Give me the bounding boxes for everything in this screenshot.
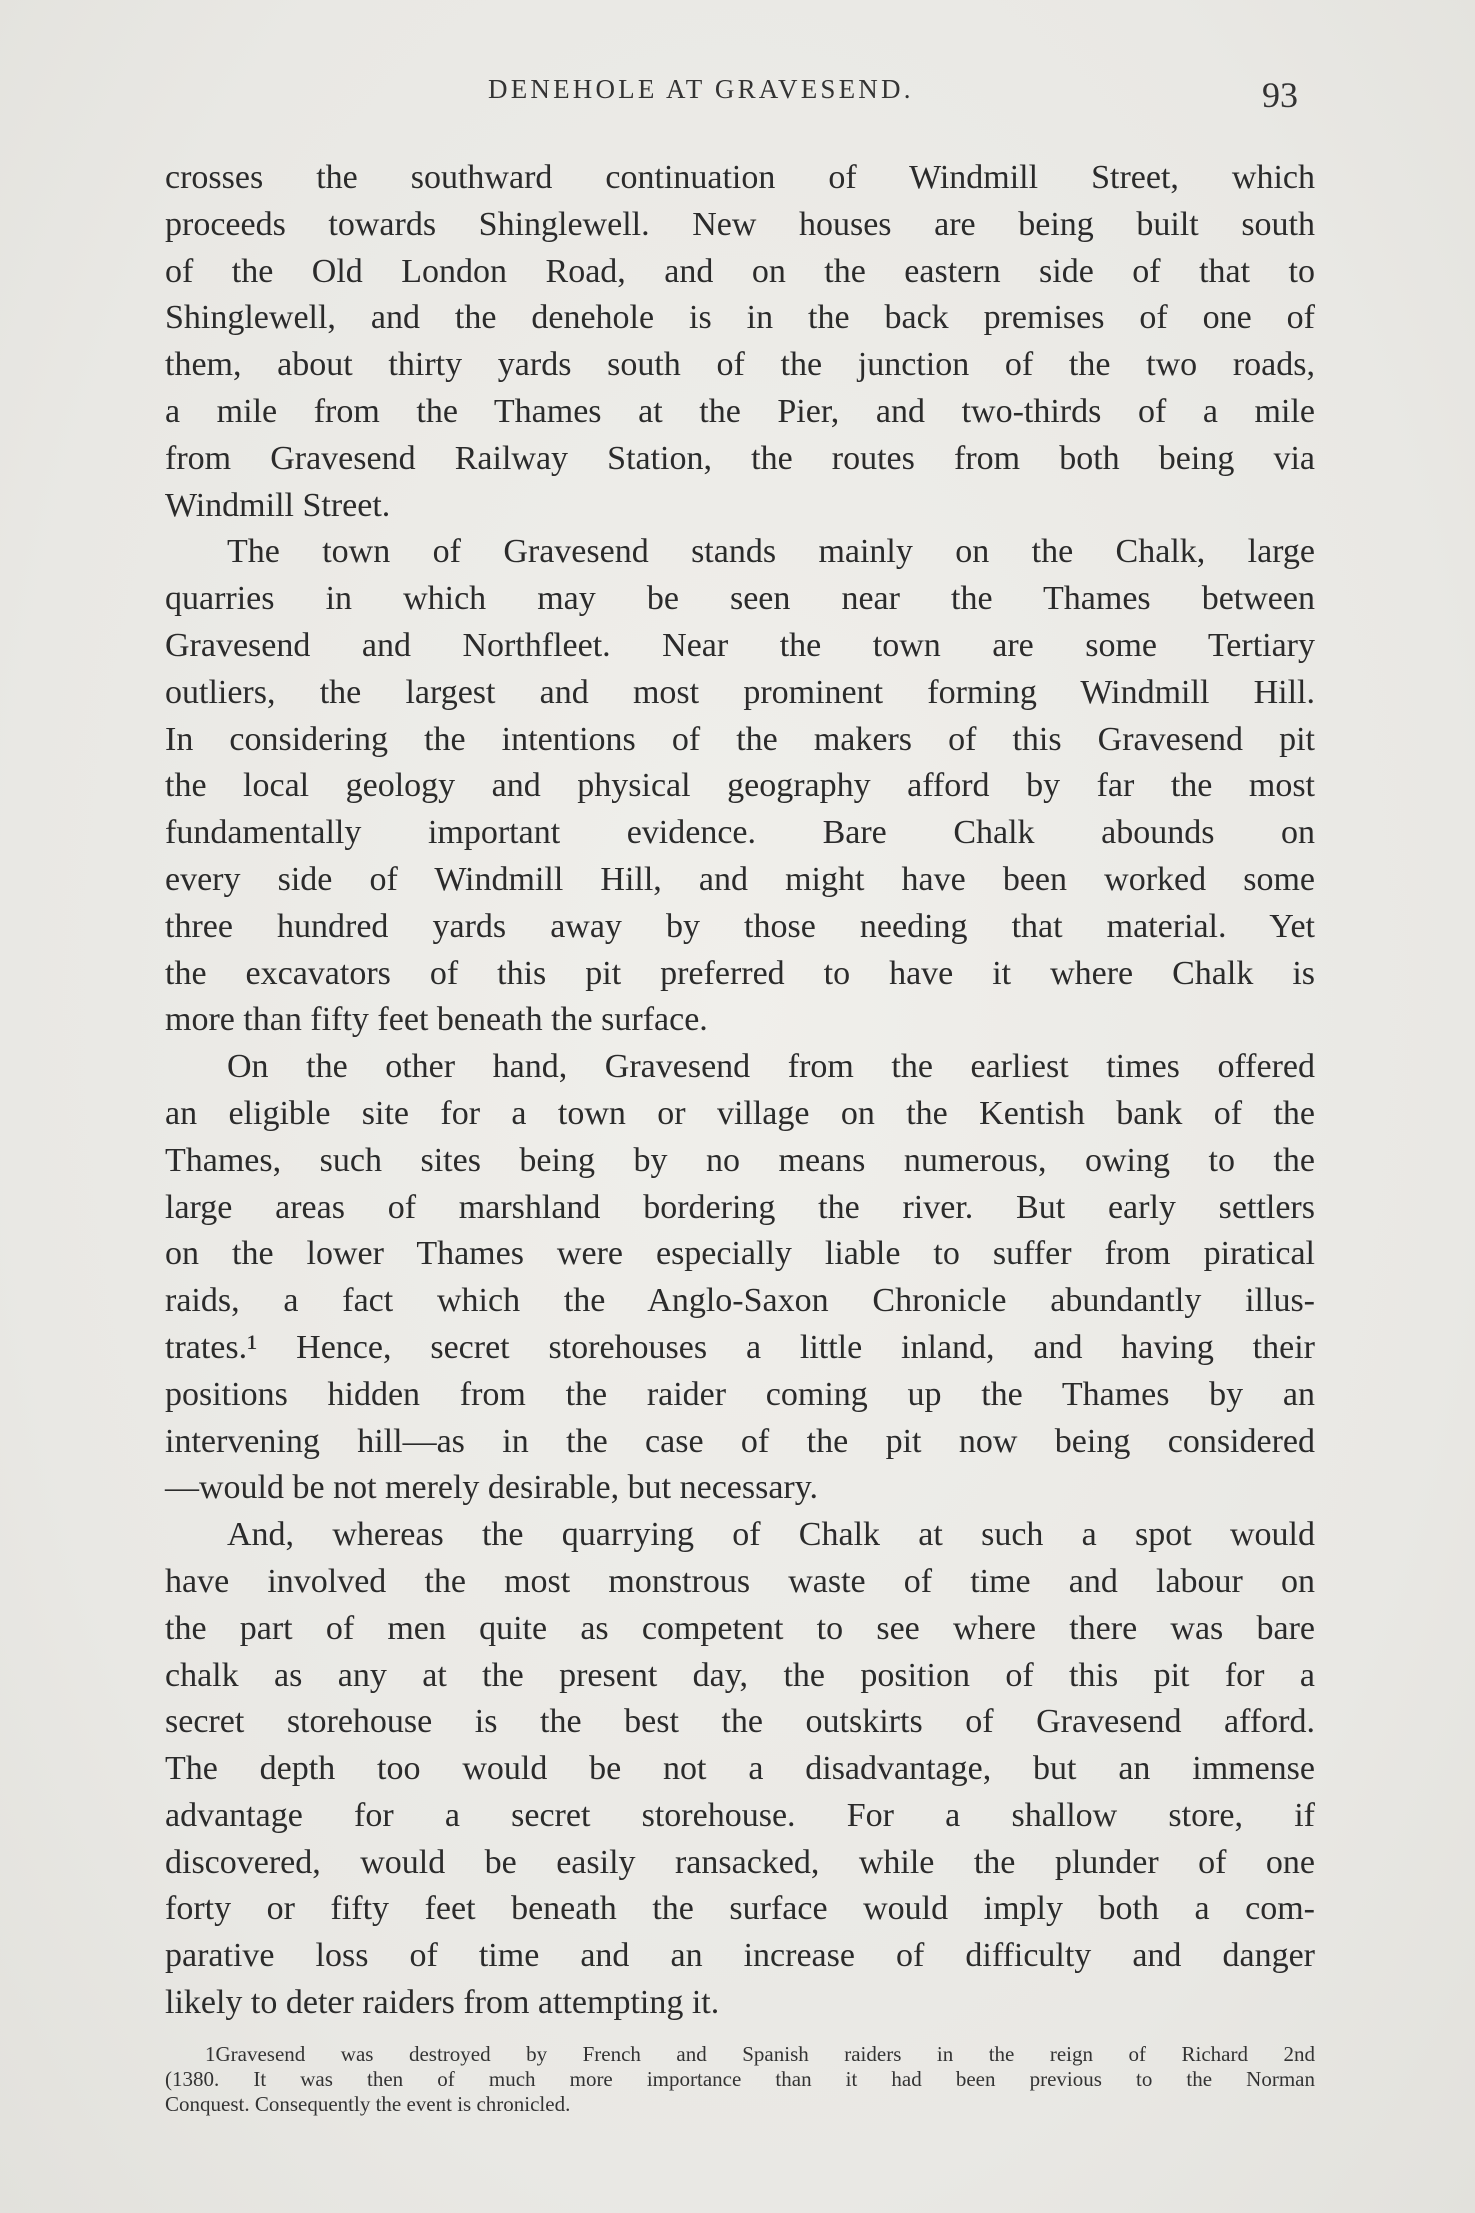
text-line: The town of Gravesend stands mainly on the Chalk, large xyxy=(227,533,1315,571)
text-line: fundamentally important evidence. Bare Chalk abounds on xyxy=(165,814,1315,852)
footnotes xyxy=(165,2042,1315,2117)
text-line: trates.¹ Hence, secret storehouses a little inland, and having their xyxy=(165,1328,1315,1366)
text-line: quarries in which may be seen near the Thames between xyxy=(165,580,1315,618)
text-line: forty or fifty feet beneath the surface would imply both a com- xyxy=(165,1890,1315,1928)
text-line: Thames, such sites being by no means numerous, owing to the xyxy=(165,1141,1315,1179)
text-line: from Gravesend Railway Station, the routes from both being via xyxy=(165,439,1315,477)
text-line: outliers, the largest and most prominent forming Windmill Hill. xyxy=(165,673,1315,711)
text-line: likely to deter raiders from attempting it. xyxy=(165,1984,720,2022)
text-line: Windmill Street. xyxy=(165,486,391,524)
text-line: three hundred yards away by those needing that material. Yet xyxy=(165,907,1315,945)
text-line: crosses the southward continuation of Windmill Street, which xyxy=(165,159,1315,196)
text-line: The depth too would be not a disadvantage, but an immense xyxy=(165,1750,1315,1788)
text-line: parative loss of time and an increase of difficulty and danger xyxy=(165,1937,1315,1975)
text-line: discovered, would be easily ransacked, while the plunder of one xyxy=(165,1843,1315,1881)
text-line: proceeds towards Shinglewell. New houses are being built south xyxy=(165,205,1315,243)
text-line: advantage for a secret storehouse. For a shallow store, if xyxy=(165,1796,1315,1834)
text-line: chalk as any at the present day, the position of this pit for a xyxy=(165,1656,1315,1694)
text-line: positions hidden from the raider coming up the Thames by an xyxy=(165,1375,1315,1413)
text-line: Shinglewell, and the denehole is in the back premises of one of xyxy=(165,299,1315,337)
footnote-line: (1380. It was then of much more importance than it had been previous to the Norman xyxy=(165,2067,1315,2091)
text-line: them, about thirty yards south of the junction of the two roads, xyxy=(165,346,1315,384)
text-line: —would be not merely desirable, but necessary. xyxy=(165,1469,819,1507)
text-line: raids, a fact which the Anglo-Saxon Chronicle abundantly illus- xyxy=(165,1282,1315,1320)
footnote-line: 1Gravesend was destroyed by French and Spanish raiders in the reign of Richard 2nd xyxy=(205,2042,1315,2066)
text-line: the local geology and physical geography afford by far the most xyxy=(165,767,1315,805)
text-line: On the other hand, Gravesend from the earliest times offered xyxy=(227,1048,1315,1086)
text-line: In considering the intentions of the makers of this Gravesend pit xyxy=(165,720,1315,758)
text-line: large areas of marshland bordering the river. But early settlers xyxy=(165,1188,1315,1226)
body-text xyxy=(165,155,1315,2027)
footnote-line: Conquest. Consequently the event is chronicled. xyxy=(165,2092,571,2116)
text-line: Gravesend and Northfleet. Near the town are some Tertiary xyxy=(165,626,1315,664)
text-line: on the lower Thames were especially liable to suffer from piratical xyxy=(165,1235,1315,1273)
running-title: DENEHOLE AT GRAVESEND. xyxy=(488,74,914,104)
text-line: intervening hill—as in the case of the pit now being considered xyxy=(165,1422,1315,1460)
text-line: every side of Windmill Hill, and might have been worked some xyxy=(165,860,1315,898)
text-line: a mile from the Thames at the Pier, and two-thirds of a mile xyxy=(165,392,1315,430)
page-number: 93 xyxy=(1262,75,1298,115)
text-line: secret storehouse is the best the outskirts of Gravesend afford. xyxy=(165,1703,1315,1741)
text-line: And, whereas the quarrying of Chalk at such a spot would xyxy=(227,1516,1315,1554)
text-line: more than fifty feet beneath the surface. xyxy=(165,1001,708,1039)
text-line: have involved the most monstrous waste of time and labour on xyxy=(165,1562,1315,1600)
text-line: of the Old London Road, and on the eastern side of that to xyxy=(165,252,1315,290)
text-line: the part of men quite as competent to see where there was bare xyxy=(165,1609,1315,1647)
text-line: the excavators of this pit preferred to have it where Chalk is xyxy=(165,954,1315,992)
text-line: an eligible site for a town or village on the Kentish bank of the xyxy=(165,1094,1315,1132)
